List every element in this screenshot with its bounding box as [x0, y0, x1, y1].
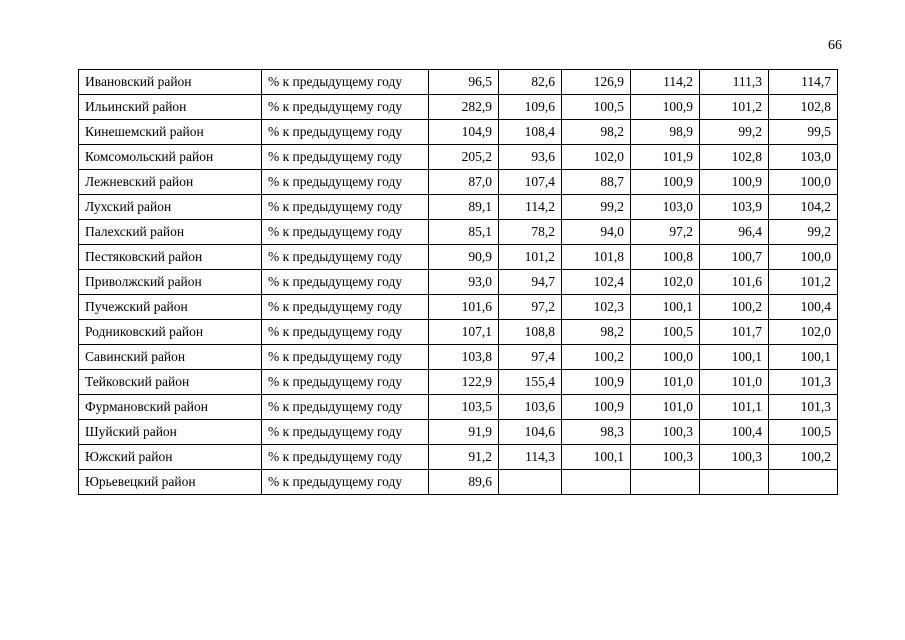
- value-cell: 87,0: [429, 170, 499, 195]
- value-cell: 98,9: [631, 120, 700, 145]
- district-name-cell: Савинский район: [79, 345, 262, 370]
- value-cell: 126,9: [562, 70, 631, 95]
- value-cell: [631, 470, 700, 495]
- value-cell: 100,9: [562, 370, 631, 395]
- district-name-cell: Ивановский район: [79, 70, 262, 95]
- value-cell: 97,2: [631, 220, 700, 245]
- value-cell: 98,3: [562, 420, 631, 445]
- value-cell: 101,1: [700, 395, 769, 420]
- table-row: [79, 395, 838, 420]
- value-cell: 90,9: [429, 245, 499, 270]
- value-cell: 100,1: [562, 445, 631, 470]
- value-cell: 107,4: [499, 170, 562, 195]
- value-cell: 111,3: [700, 70, 769, 95]
- value-cell: 101,2: [769, 270, 838, 295]
- table-row: [79, 120, 838, 145]
- table-row: [79, 295, 838, 320]
- value-cell: 103,9: [700, 195, 769, 220]
- district-name-cell: Лежневский район: [79, 170, 262, 195]
- value-cell: 100,4: [769, 295, 838, 320]
- table-row: [79, 145, 838, 170]
- value-cell: 108,4: [499, 120, 562, 145]
- value-cell: 99,5: [769, 120, 838, 145]
- value-cell: 107,1: [429, 320, 499, 345]
- value-cell: 98,2: [562, 320, 631, 345]
- value-cell: 101,7: [700, 320, 769, 345]
- value-cell: 104,2: [769, 195, 838, 220]
- value-cell: 100,8: [631, 245, 700, 270]
- unit-cell: % к предыдущему году: [262, 145, 429, 170]
- table-row: [79, 70, 838, 95]
- value-cell: 102,8: [769, 95, 838, 120]
- value-cell: 100,1: [700, 345, 769, 370]
- table-row: [79, 320, 838, 345]
- value-cell: 89,6: [429, 470, 499, 495]
- table-row: [79, 195, 838, 220]
- value-cell: 100,9: [562, 395, 631, 420]
- value-cell: 114,2: [631, 70, 700, 95]
- value-cell: 82,6: [499, 70, 562, 95]
- value-cell: 102,8: [700, 145, 769, 170]
- unit-cell: % к предыдущему году: [262, 95, 429, 120]
- value-cell: 101,2: [700, 95, 769, 120]
- value-cell: 108,8: [499, 320, 562, 345]
- value-cell: 94,0: [562, 220, 631, 245]
- value-cell: 282,9: [429, 95, 499, 120]
- value-cell: 96,5: [429, 70, 499, 95]
- value-cell: 100,5: [769, 420, 838, 445]
- value-cell: 100,2: [769, 445, 838, 470]
- unit-cell: % к предыдущему году: [262, 370, 429, 395]
- district-name-cell: Юрьевецкий район: [79, 470, 262, 495]
- district-name-cell: Палехский район: [79, 220, 262, 245]
- district-indices-table: [78, 69, 838, 495]
- unit-cell: % к предыдущему году: [262, 345, 429, 370]
- value-cell: 100,5: [631, 320, 700, 345]
- unit-cell: % к предыдущему году: [262, 445, 429, 470]
- value-cell: 93,6: [499, 145, 562, 170]
- value-cell: 96,4: [700, 220, 769, 245]
- value-cell: 101,2: [499, 245, 562, 270]
- value-cell: 102,4: [562, 270, 631, 295]
- value-cell: 89,1: [429, 195, 499, 220]
- value-cell: 78,2: [499, 220, 562, 245]
- unit-cell: % к предыдущему году: [262, 120, 429, 145]
- unit-cell: % к предыдущему году: [262, 320, 429, 345]
- district-name-cell: Тейковский район: [79, 370, 262, 395]
- value-cell: 91,9: [429, 420, 499, 445]
- value-cell: 100,1: [769, 345, 838, 370]
- table-row: [79, 345, 838, 370]
- value-cell: 101,6: [429, 295, 499, 320]
- value-cell: 85,1: [429, 220, 499, 245]
- value-cell: 103,8: [429, 345, 499, 370]
- district-name-cell: Южский район: [79, 445, 262, 470]
- value-cell: 97,4: [499, 345, 562, 370]
- value-cell: 101,9: [631, 145, 700, 170]
- value-cell: [700, 470, 769, 495]
- value-cell: 100,9: [700, 170, 769, 195]
- district-name-cell: Приволжский район: [79, 270, 262, 295]
- table-row: [79, 270, 838, 295]
- value-cell: 99,2: [700, 120, 769, 145]
- table-body: [79, 70, 838, 495]
- value-cell: 100,9: [631, 170, 700, 195]
- value-cell: 93,0: [429, 270, 499, 295]
- value-cell: 100,2: [700, 295, 769, 320]
- value-cell: 103,0: [769, 145, 838, 170]
- value-cell: 101,6: [700, 270, 769, 295]
- value-cell: 100,2: [562, 345, 631, 370]
- unit-cell: % к предыдущему году: [262, 470, 429, 495]
- table-row: [79, 445, 838, 470]
- value-cell: 101,0: [700, 370, 769, 395]
- value-cell: 94,7: [499, 270, 562, 295]
- value-cell: 100,0: [631, 345, 700, 370]
- table-row: [79, 470, 838, 495]
- value-cell: 88,7: [562, 170, 631, 195]
- table-row: [79, 420, 838, 445]
- value-cell: 97,2: [499, 295, 562, 320]
- table-row: [79, 170, 838, 195]
- unit-cell: % к предыдущему году: [262, 295, 429, 320]
- value-cell: 100,0: [769, 245, 838, 270]
- value-cell: 122,9: [429, 370, 499, 395]
- value-cell: 100,0: [769, 170, 838, 195]
- district-name-cell: Пучежский район: [79, 295, 262, 320]
- district-name-cell: Родниковский район: [79, 320, 262, 345]
- value-cell: 101,0: [631, 395, 700, 420]
- value-cell: 101,3: [769, 395, 838, 420]
- value-cell: 100,3: [700, 445, 769, 470]
- unit-cell: % к предыдущему году: [262, 245, 429, 270]
- value-cell: 101,8: [562, 245, 631, 270]
- value-cell: 100,9: [631, 95, 700, 120]
- district-name-cell: Кинешемский район: [79, 120, 262, 145]
- district-name-cell: Лухский район: [79, 195, 262, 220]
- value-cell: 103,6: [499, 395, 562, 420]
- value-cell: [499, 470, 562, 495]
- value-cell: 100,1: [631, 295, 700, 320]
- district-name-cell: Ильинский район: [79, 95, 262, 120]
- value-cell: 155,4: [499, 370, 562, 395]
- value-cell: 102,0: [769, 320, 838, 345]
- unit-cell: % к предыдущему году: [262, 395, 429, 420]
- value-cell: 102,0: [562, 145, 631, 170]
- value-cell: 114,7: [769, 70, 838, 95]
- value-cell: 104,9: [429, 120, 499, 145]
- value-cell: 114,3: [499, 445, 562, 470]
- value-cell: 100,3: [631, 445, 700, 470]
- unit-cell: % к предыдущему году: [262, 170, 429, 195]
- value-cell: [562, 470, 631, 495]
- value-cell: 99,2: [562, 195, 631, 220]
- value-cell: 100,7: [700, 245, 769, 270]
- value-cell: 205,2: [429, 145, 499, 170]
- unit-cell: % к предыдущему году: [262, 270, 429, 295]
- unit-cell: % к предыдущему году: [262, 220, 429, 245]
- unit-cell: % к предыдущему году: [262, 420, 429, 445]
- value-cell: 102,3: [562, 295, 631, 320]
- value-cell: 99,2: [769, 220, 838, 245]
- value-cell: 114,2: [499, 195, 562, 220]
- value-cell: 101,0: [631, 370, 700, 395]
- value-cell: [769, 470, 838, 495]
- table-row: [79, 95, 838, 120]
- district-name-cell: Комсомольский район: [79, 145, 262, 170]
- value-cell: 102,0: [631, 270, 700, 295]
- value-cell: 101,3: [769, 370, 838, 395]
- page-number: 66: [828, 38, 842, 53]
- district-name-cell: Фурмановский район: [79, 395, 262, 420]
- table-row: [79, 370, 838, 395]
- value-cell: 100,3: [631, 420, 700, 445]
- value-cell: 98,2: [562, 120, 631, 145]
- district-name-cell: Шуйский район: [79, 420, 262, 445]
- unit-cell: % к предыдущему году: [262, 70, 429, 95]
- table-row: [79, 245, 838, 270]
- value-cell: 109,6: [499, 95, 562, 120]
- value-cell: 103,0: [631, 195, 700, 220]
- district-name-cell: Пестяковский район: [79, 245, 262, 270]
- value-cell: 104,6: [499, 420, 562, 445]
- value-cell: 91,2: [429, 445, 499, 470]
- value-cell: 100,5: [562, 95, 631, 120]
- table-row: [79, 220, 838, 245]
- value-cell: 100,4: [700, 420, 769, 445]
- value-cell: 103,5: [429, 395, 499, 420]
- unit-cell: % к предыдущему году: [262, 195, 429, 220]
